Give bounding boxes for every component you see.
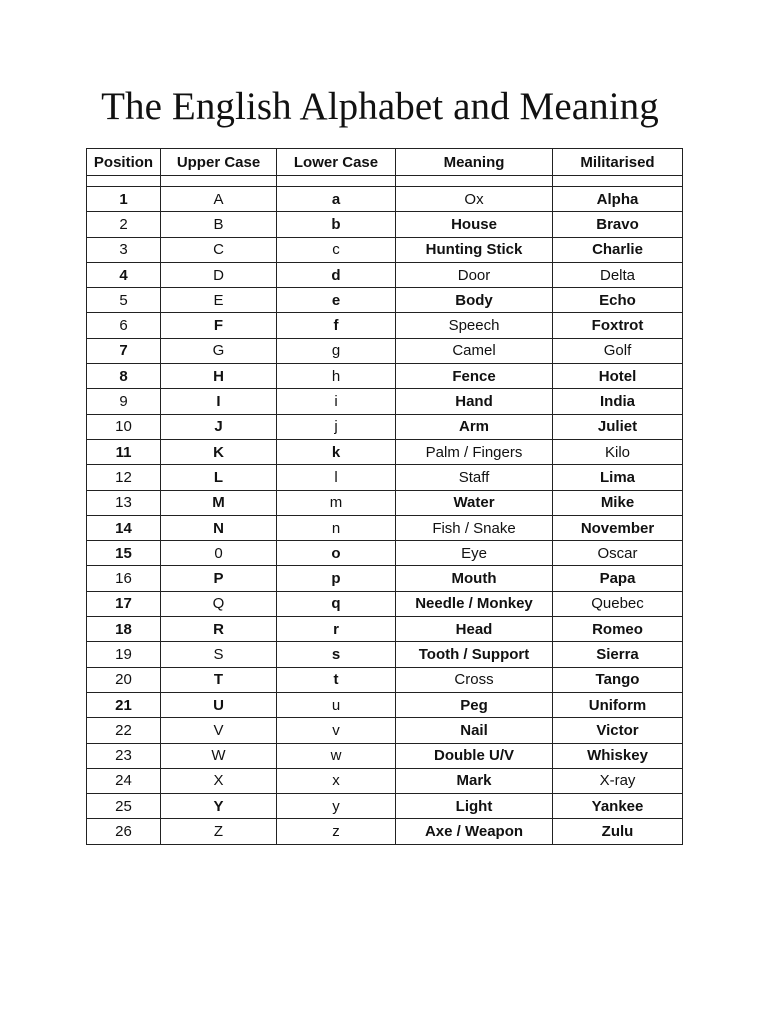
cell-militarised: Foxtrot — [553, 313, 683, 338]
table-row — [87, 212, 683, 237]
cell-militarised: Uniform — [553, 692, 683, 717]
cell-upper-case: N — [161, 515, 277, 540]
cell-meaning: Mouth — [396, 566, 553, 591]
table-row — [87, 667, 683, 692]
cell-lower-case: l — [277, 465, 396, 490]
table-row — [87, 642, 683, 667]
cell-position: 6 — [87, 313, 161, 338]
cell-lower-case: j — [277, 414, 396, 439]
cell-lower-case: o — [277, 541, 396, 566]
cell-lower-case: u — [277, 692, 396, 717]
page-title: The English Alphabet and Meaning — [101, 85, 659, 128]
table-row — [87, 541, 683, 566]
cell-upper-case: R — [161, 617, 277, 642]
table-row — [87, 743, 683, 768]
cell-meaning: Nail — [396, 718, 553, 743]
cell-militarised: Echo — [553, 288, 683, 313]
cell-upper-case: U — [161, 692, 277, 717]
cell-militarised: Quebec — [553, 591, 683, 616]
cell-militarised: Delta — [553, 262, 683, 287]
cell-position: 4 — [87, 262, 161, 287]
table-row — [87, 389, 683, 414]
table-row — [87, 515, 683, 540]
cell-militarised: Oscar — [553, 541, 683, 566]
cell-meaning: Eye — [396, 541, 553, 566]
table-row — [87, 566, 683, 591]
table-row — [87, 591, 683, 616]
cell-position: 5 — [87, 288, 161, 313]
cell-meaning: Staff — [396, 465, 553, 490]
cell-meaning: Double U/V — [396, 743, 553, 768]
cell-militarised: X-ray — [553, 768, 683, 793]
cell-position: 14 — [87, 515, 161, 540]
cell-lower-case: a — [277, 187, 396, 212]
cell-militarised: Whiskey — [553, 743, 683, 768]
cell-upper-case: L — [161, 465, 277, 490]
cell-upper-case: V — [161, 718, 277, 743]
cell-militarised: November — [553, 515, 683, 540]
cell-meaning: Hand — [396, 389, 553, 414]
table-row — [87, 187, 683, 212]
cell-position: 21 — [87, 692, 161, 717]
table-row — [87, 439, 683, 464]
cell-meaning: Body — [396, 288, 553, 313]
cell-militarised: Sierra — [553, 642, 683, 667]
cell-position: 23 — [87, 743, 161, 768]
cell-meaning: House — [396, 212, 553, 237]
cell-militarised: Papa — [553, 566, 683, 591]
cell-militarised: Mike — [553, 490, 683, 515]
cell-lower-case: s — [277, 642, 396, 667]
cell-meaning: Tooth / Support — [396, 642, 553, 667]
cell-militarised: Golf — [553, 338, 683, 363]
table-header-row — [87, 149, 683, 176]
cell-lower-case: y — [277, 794, 396, 819]
cell-position: 25 — [87, 794, 161, 819]
header-militarised: Militarised — [553, 149, 683, 176]
cell-position: 18 — [87, 617, 161, 642]
cell-militarised: Lima — [553, 465, 683, 490]
header-lower-case: Lower Case — [277, 149, 396, 176]
cell-position: 10 — [87, 414, 161, 439]
cell-position: 11 — [87, 439, 161, 464]
cell-militarised: Hotel — [553, 364, 683, 389]
cell-upper-case: T — [161, 667, 277, 692]
cell-meaning: Head — [396, 617, 553, 642]
header-meaning: Meaning — [396, 149, 553, 176]
cell-upper-case: A — [161, 187, 277, 212]
cell-meaning: Cross — [396, 667, 553, 692]
table-row — [87, 819, 683, 844]
header-position: Position — [87, 149, 161, 176]
cell-position: 3 — [87, 237, 161, 262]
table-row — [87, 288, 683, 313]
cell-militarised: Tango — [553, 667, 683, 692]
cell-lower-case: n — [277, 515, 396, 540]
cell-lower-case: m — [277, 490, 396, 515]
cell-position: 16 — [87, 566, 161, 591]
table-row — [87, 414, 683, 439]
cell-upper-case: 0 — [161, 541, 277, 566]
cell-upper-case: W — [161, 743, 277, 768]
cell-lower-case: p — [277, 566, 396, 591]
cell-lower-case: v — [277, 718, 396, 743]
header-upper-case: Upper Case — [161, 149, 277, 176]
cell-position: 9 — [87, 389, 161, 414]
cell-meaning: Speech — [396, 313, 553, 338]
cell-position: 22 — [87, 718, 161, 743]
cell-upper-case: Q — [161, 591, 277, 616]
cell-upper-case: K — [161, 439, 277, 464]
cell-upper-case: I — [161, 389, 277, 414]
table-row — [87, 465, 683, 490]
cell-meaning: Ox — [396, 187, 553, 212]
cell-position: 12 — [87, 465, 161, 490]
cell-lower-case: c — [277, 237, 396, 262]
cell-lower-case: d — [277, 262, 396, 287]
cell-position: 8 — [87, 364, 161, 389]
cell-militarised: Bravo — [553, 212, 683, 237]
cell-upper-case: M — [161, 490, 277, 515]
cell-lower-case: e — [277, 288, 396, 313]
cell-upper-case: S — [161, 642, 277, 667]
cell-lower-case: b — [277, 212, 396, 237]
cell-meaning: Fish / Snake — [396, 515, 553, 540]
cell-upper-case: B — [161, 212, 277, 237]
cell-position: 1 — [87, 187, 161, 212]
cell-meaning: Arm — [396, 414, 553, 439]
spacer-row — [87, 176, 683, 187]
table-row — [87, 338, 683, 363]
cell-militarised: Charlie — [553, 237, 683, 262]
cell-upper-case: X — [161, 768, 277, 793]
cell-position: 19 — [87, 642, 161, 667]
table-row — [87, 692, 683, 717]
cell-militarised: Yankee — [553, 794, 683, 819]
cell-meaning: Mark — [396, 768, 553, 793]
cell-meaning: Water — [396, 490, 553, 515]
table-row — [87, 718, 683, 743]
cell-upper-case: E — [161, 288, 277, 313]
cell-meaning: Palm / Fingers — [396, 439, 553, 464]
cell-lower-case: q — [277, 591, 396, 616]
cell-position: 15 — [87, 541, 161, 566]
cell-upper-case: Y — [161, 794, 277, 819]
cell-position: 20 — [87, 667, 161, 692]
cell-position: 2 — [87, 212, 161, 237]
cell-lower-case: r — [277, 617, 396, 642]
table-row — [87, 364, 683, 389]
cell-upper-case: F — [161, 313, 277, 338]
cell-militarised: Kilo — [553, 439, 683, 464]
cell-lower-case: t — [277, 667, 396, 692]
cell-upper-case: Z — [161, 819, 277, 844]
cell-meaning: Axe / Weapon — [396, 819, 553, 844]
cell-militarised: Alpha — [553, 187, 683, 212]
cell-militarised: Zulu — [553, 819, 683, 844]
cell-upper-case: P — [161, 566, 277, 591]
cell-lower-case: f — [277, 313, 396, 338]
cell-lower-case: k — [277, 439, 396, 464]
cell-meaning: Hunting Stick — [396, 237, 553, 262]
table-row — [87, 490, 683, 515]
cell-militarised: Romeo — [553, 617, 683, 642]
cell-position: 26 — [87, 819, 161, 844]
table-row — [87, 262, 683, 287]
cell-position: 7 — [87, 338, 161, 363]
cell-lower-case: h — [277, 364, 396, 389]
cell-upper-case: C — [161, 237, 277, 262]
cell-meaning: Door — [396, 262, 553, 287]
table-row — [87, 617, 683, 642]
cell-meaning: Light — [396, 794, 553, 819]
cell-upper-case: H — [161, 364, 277, 389]
table-row — [87, 237, 683, 262]
alphabet-table — [86, 148, 683, 845]
cell-meaning: Needle / Monkey — [396, 591, 553, 616]
cell-lower-case: w — [277, 743, 396, 768]
cell-lower-case: z — [277, 819, 396, 844]
cell-lower-case: i — [277, 389, 396, 414]
cell-position: 13 — [87, 490, 161, 515]
cell-lower-case: x — [277, 768, 396, 793]
cell-militarised: Juliet — [553, 414, 683, 439]
cell-position: 24 — [87, 768, 161, 793]
table-row — [87, 768, 683, 793]
table-row — [87, 794, 683, 819]
cell-militarised: India — [553, 389, 683, 414]
cell-meaning: Fence — [396, 364, 553, 389]
cell-meaning: Camel — [396, 338, 553, 363]
cell-position: 17 — [87, 591, 161, 616]
table-row — [87, 313, 683, 338]
cell-meaning: Peg — [396, 692, 553, 717]
cell-lower-case: g — [277, 338, 396, 363]
cell-upper-case: D — [161, 262, 277, 287]
cell-upper-case: G — [161, 338, 277, 363]
cell-upper-case: J — [161, 414, 277, 439]
table-body — [87, 176, 683, 845]
cell-militarised: Victor — [553, 718, 683, 743]
